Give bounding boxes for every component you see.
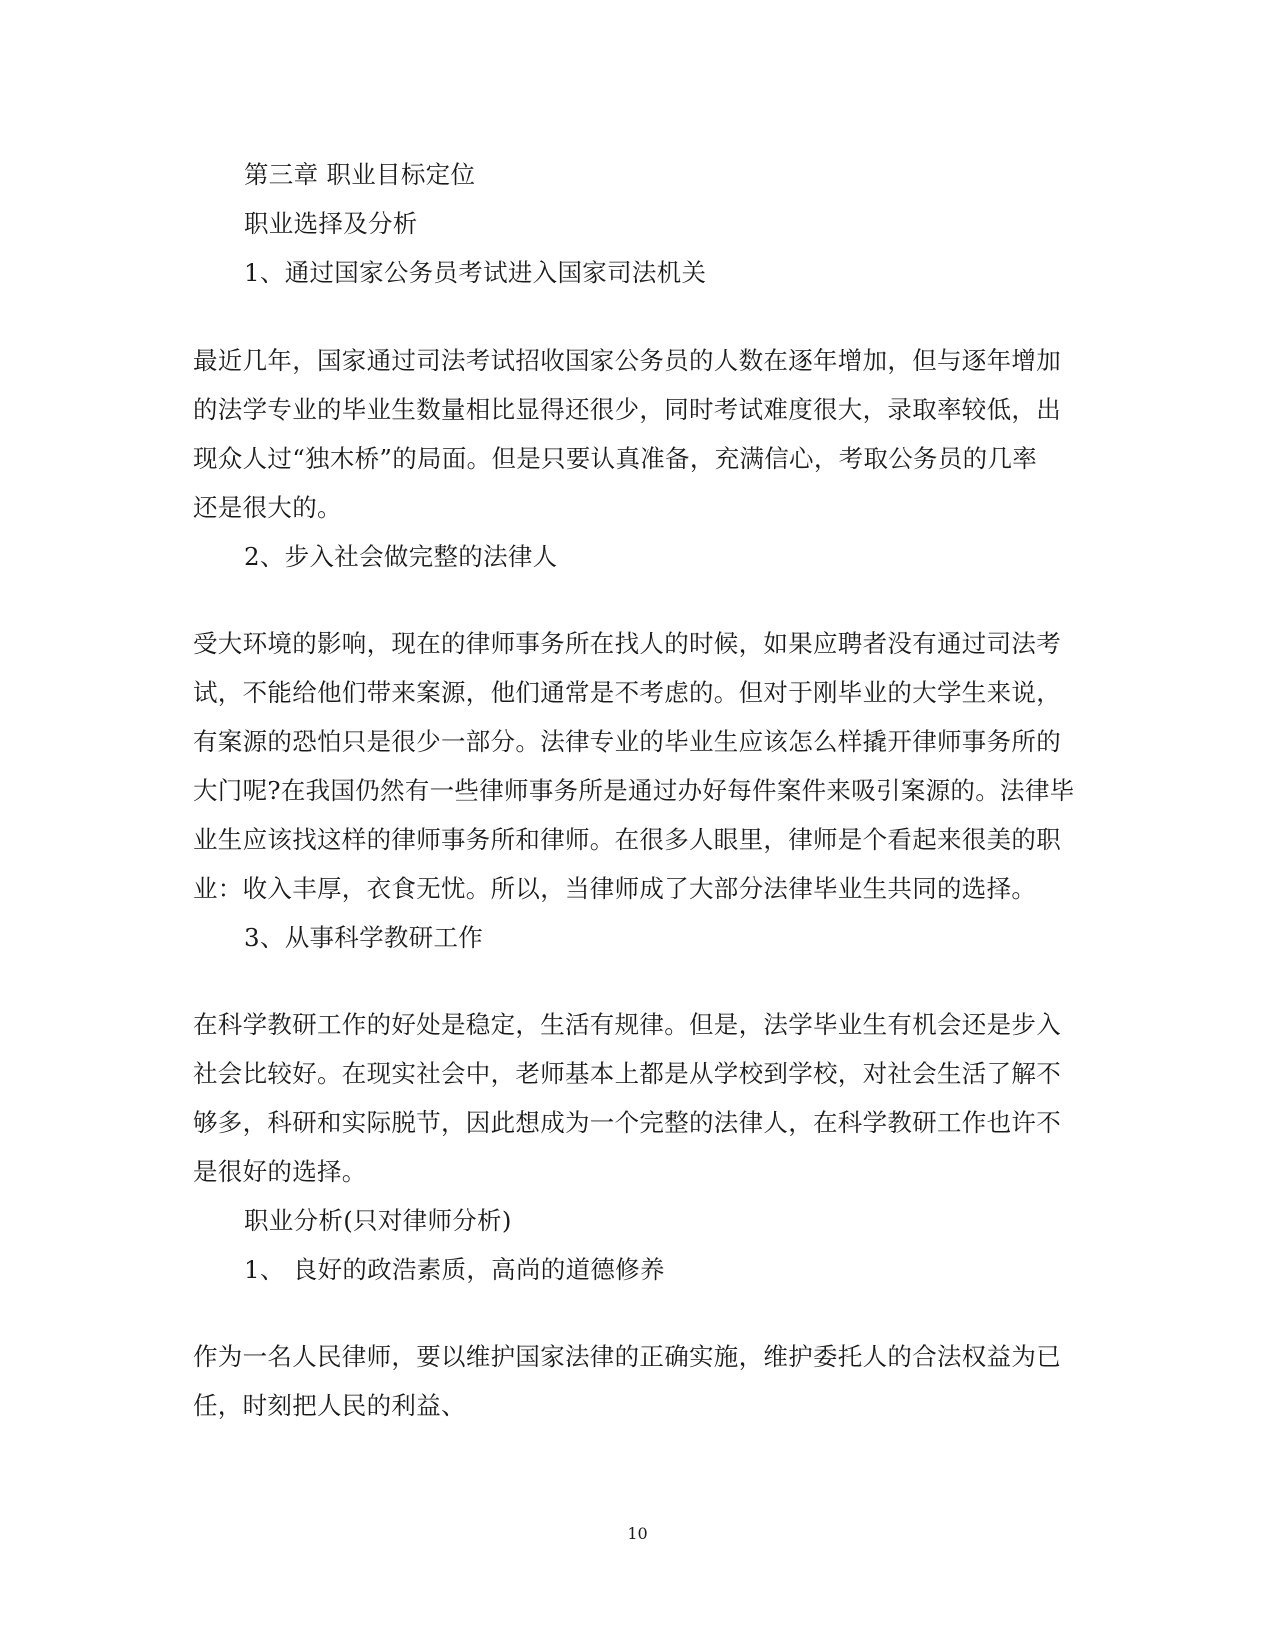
- paragraph-line: 最近几年，国家通过司法考试招收国家公务员的人数在逐年增加，但与逐年增加: [193, 346, 1061, 375]
- section-title-career-analysis: 职业分析(只对律师分析): [244, 1206, 512, 1235]
- paragraph-line: 业：收入丰厚，衣食无忧。所以，当律师成了大部分法律毕业生共同的选择。: [193, 874, 1037, 903]
- paragraph-line: 作为一名人民律师，要以维护国家法律的正确实施，维护委托人的合法权益为已: [193, 1342, 1061, 1371]
- section-title-career-choice: 职业选择及分析: [244, 209, 418, 238]
- paragraph-line: 社会比较好。在现实社会中，老师基本上都是从学校到学校，对社会生活了解不: [193, 1059, 1061, 1088]
- paragraph-line: 大门呢?在我国仍然有一些律师事务所是通过办好每件案件来吸引案源的。法律毕: [193, 776, 1075, 805]
- paragraph-line: 受大环境的影响，现在的律师事务所在找人的时候，如果应聘者没有通过司法考: [193, 629, 1061, 658]
- paragraph-line: 还是很大的。: [193, 493, 342, 522]
- item-heading-3: 3、从事科学教研工作: [244, 923, 484, 952]
- paragraph-line: 够多，科研和实际脱节，因此想成为一个完整的法律人，在科学教研工作也许不: [193, 1108, 1061, 1137]
- paragraph-line: 业生应该找这样的律师事务所和律师。在很多人眼里，律师是个看起来很美的职: [193, 825, 1061, 854]
- paragraph-line: 是很好的选择。: [193, 1157, 367, 1186]
- paragraph-line: 现众人过“独木桥”的局面。但是只要认真准备，充满信心，考取公务员的几率: [193, 444, 1038, 473]
- item-heading-1: 1、通过国家公务员考试进入国家司法机关: [244, 258, 707, 287]
- paragraph-line: 的法学专业的毕业生数量相比显得还很少，同时考试难度很大，录取率较低，出: [193, 395, 1061, 424]
- paragraph-line: 试，不能给他们带来案源，他们通常是不考虑的。但对于刚毕业的大学生来说，: [193, 678, 1061, 707]
- analysis-item-heading-1: 1、 良好的政浩素质，高尚的道德修养: [244, 1255, 665, 1284]
- item-heading-2: 2、步入社会做完整的法律人: [244, 542, 558, 571]
- paragraph-line: 有案源的恐怕只是很少一部分。法律专业的毕业生应该怎么样撬开律师事务所的: [193, 727, 1061, 756]
- paragraph-line: 任，时刻把人民的利益、: [193, 1391, 466, 1420]
- chapter-title: 第三章 职业目标定位: [244, 160, 476, 189]
- paragraph-line: 在科学教研工作的好处是稳定，生活有规律。但是，法学毕业生有机会还是步入: [193, 1010, 1061, 1039]
- page-number: 10: [627, 1524, 648, 1543]
